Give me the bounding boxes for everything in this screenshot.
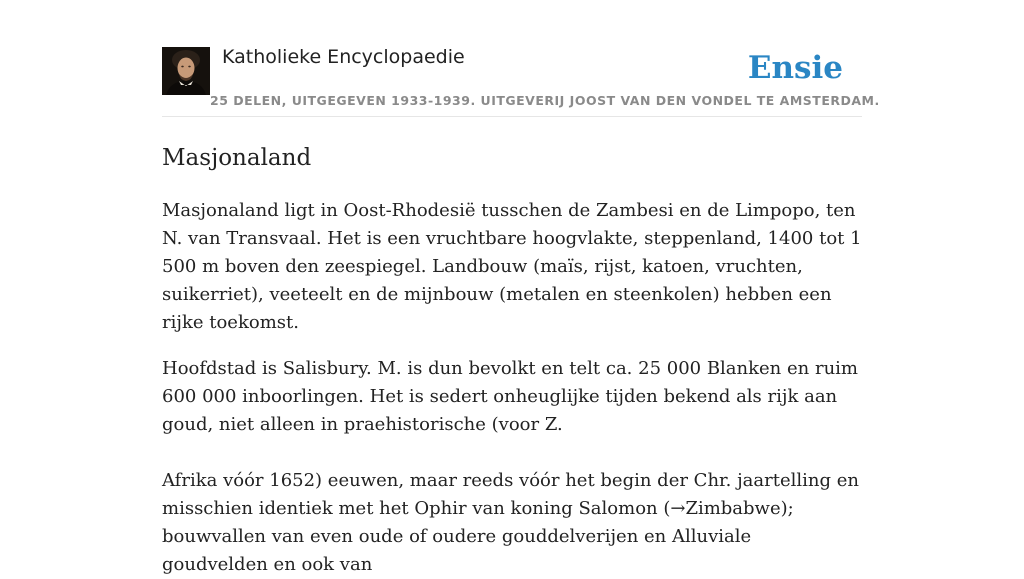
ensie-logo-link[interactable]: Ensie — [747, 50, 843, 86]
portrait-icon — [162, 47, 210, 95]
article-paragraph: Masjonaland ligt in Oost-Rhodesië tusschen de Zambesi en de Limpopo, ten N. van Transvaal. Het is een vruchtbare hoogvlakte, steppenland, 1400 tot 1 500 m boven den zeespiegel. Landbouw (maïs, rijst, katoen, vruchten, suikerriet), veeteelt en de mijnbouw (metalen en steenkolen) hebben een rijke toekomst. — [162, 200, 862, 333]
page-container — [162, 0, 880, 579]
source-header — [162, 0, 880, 117]
article-title: Masjonaland — [162, 145, 312, 171]
article-paragraph: Afrika vóór 1652) eeuwen, maar reeds vóór het begin der Chr. jaartelling en misschien identiek met het Ophir van koning Salomon (→Zimbabwe); bouwvallen van even oude of oudere gouddelverijen en Alluviale goudvelden en ook van — [162, 470, 859, 575]
source-title[interactable]: Katholieke Encyclopaedie — [222, 46, 465, 68]
source-subtitle: 25 DELEN, UITGEGEVEN 1933-1939. UITGEVERIJ JOOST VAN DEN VONDEL TE AMSTERDAM. — [210, 93, 880, 108]
source-avatar[interactable] — [162, 47, 210, 95]
article-paragraph: Hoofdstad is Salisbury. M. is dun bevolkt en telt ca. 25 000 Blanken en ruim 600 000 inboorlingen. Het is sedert onheuglijke tijden bekend als rijk aan goud, niet alleen in praehistorische (voor Z. — [162, 358, 858, 435]
